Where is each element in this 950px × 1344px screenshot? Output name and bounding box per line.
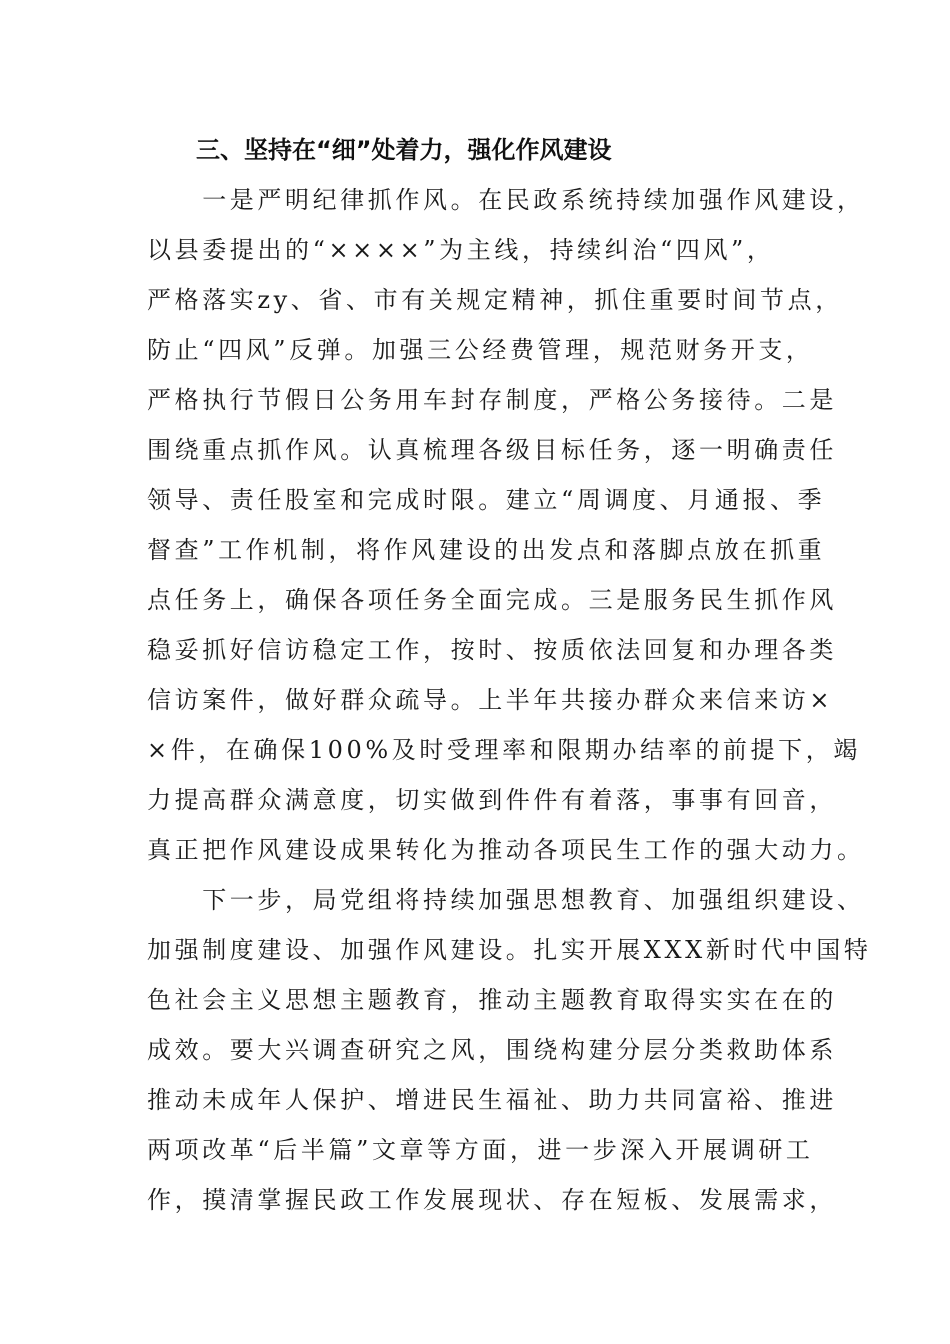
section-heading: 三、坚持在“细”处着力，强化作风建设 (196, 136, 612, 164)
text-line: 稳妥抓好信访稳定工作，按时、按质依法回复和办理各类 (147, 636, 837, 664)
text-line: 信访案件，做好群众疏导。上半年共接办群众来信来访× (147, 686, 834, 714)
text-line: 力提高群众满意度，切实做到件件有着落，事事有回音， (147, 786, 837, 814)
text-line: 成效。要大兴调查研究之风，围绕构建分层分类救助体系 (147, 1036, 837, 1064)
text-line: 真正把作风建设成果转化为推动各项民生工作的强大动力。 (147, 836, 865, 864)
text-line: 以县委提出的“××××”为主线，持续纠治“四风”， (147, 236, 775, 264)
text-line: 推动未成年人保护、增进民生福祉、助力共同富裕、推进 (147, 1086, 837, 1114)
text-line: ×件，在确保100%及时受理率和限期办结率的前提下，竭 (147, 736, 861, 764)
text-line: 严格执行节假日公务用车封存制度，严格公务接待。二是 (147, 386, 837, 414)
text-line: 作，摸清掌握民政工作发展现状、存在短板、发展需求， (147, 1186, 837, 1214)
text-line: 点任务上，确保各项任务全面完成。三是服务民生抓作风 (147, 586, 837, 614)
text-line: 防止“四风”反弹。加强三公经费管理，规范财务开支， (147, 336, 814, 364)
text-line: 督查”工作机制，将作风建设的出发点和落脚点放在抓重 (147, 536, 826, 564)
text-line: 严格落实zy、省、市有关规定精神，抓住重要时间节点， (147, 286, 843, 314)
text-line: 领导、责任股室和完成时限。建立“周调度、月通报、季 (147, 486, 826, 514)
text-line: 色社会主义思想主题教育，推动主题教育取得实实在在的 (147, 986, 837, 1014)
text-line: 两项改革“后半篇”文章等方面，进一步深入开展调研工 (147, 1136, 814, 1164)
text-line: 一是严明纪律抓作风。在民政系统持续加强作风建设， (147, 186, 865, 214)
text-line: 下一步，局党组将持续加强思想教育、加强组织建设、 (147, 886, 865, 914)
text-line: 加强制度建设、加强作风建设。扎实开展XXX新时代中国特 (147, 936, 872, 964)
text-line: 围绕重点抓作风。认真梳理各级目标任务，逐一明确责任 (147, 436, 837, 464)
